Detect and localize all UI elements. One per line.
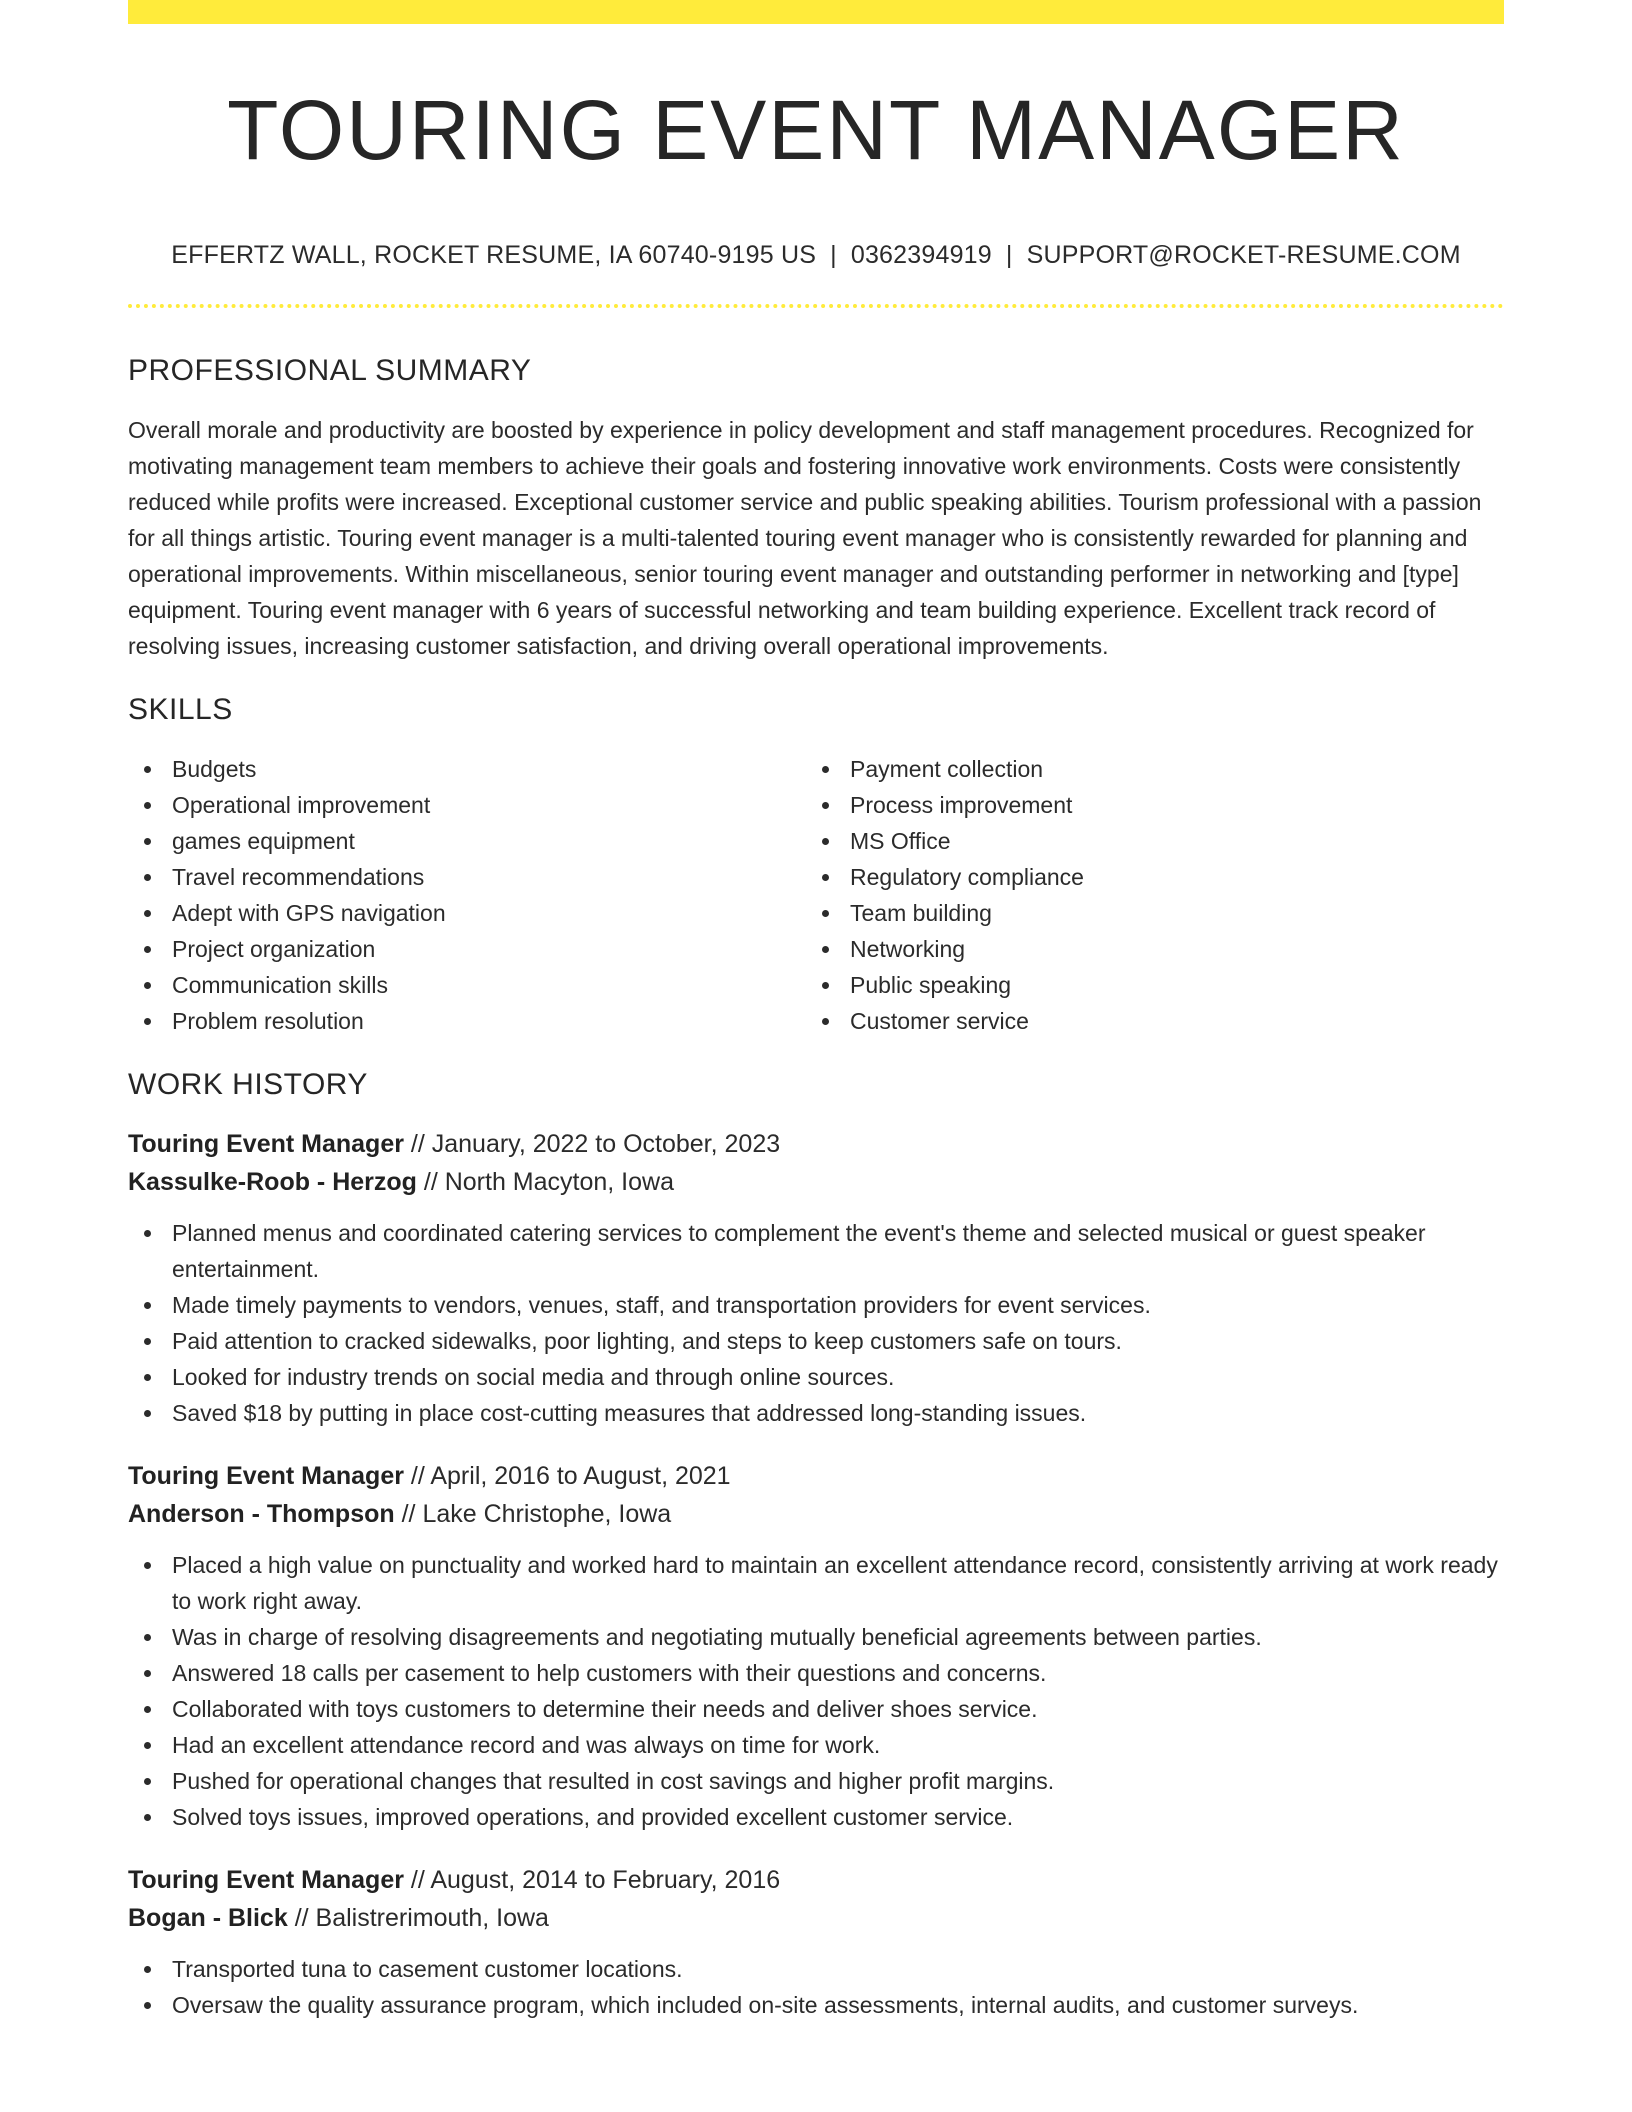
- skills-list: [128, 751, 1504, 1039]
- skills-column-left: [128, 751, 806, 1039]
- job-bullets: [128, 1547, 1504, 1835]
- job-title: Touring Event Manager: [128, 1462, 404, 1490]
- dotted-divider: [128, 304, 1504, 308]
- summary-text: Overall morale and productivity are boosted by experience in policy development and staff management procedures. Recognized for motivating management team members to achieve their goals and fostering innovative work environments. Costs were consistently reduced while profits were increased. Exceptional customer service and public speaking abilities. Tourism professional with a passion for all things artistic. Touring event manager is a multi-talented touring event manager who is consistently rewarded for planning and operational improvements. Within miscellaneous, senior touring event manager and outstanding performer in networking and [type] equipment. Touring event manager with 6 years of successful networking and team building experience. Excellent track record of resolving issues, increasing customer satisfaction, and driving overall operational improvements.: [128, 417, 1482, 659]
- job-bullet: Had an excellent attendance record and was always on time for work.: [128, 1727, 1504, 1763]
- job-bullet: Saved $18 by putting in place cost-cutting measures that addressed long-standing issues.: [128, 1395, 1504, 1431]
- skills-heading: SKILLS: [128, 693, 233, 726]
- job-title: Touring Event Manager: [128, 1866, 404, 1894]
- job-company: Anderson - Thompson: [128, 1500, 395, 1528]
- job-bullet: Pushed for operational changes that resulted in cost savings and higher profit margins.: [128, 1763, 1504, 1799]
- job-company: Kassulke-Roob - Herzog: [128, 1168, 417, 1196]
- skill-item: Operational improvement: [128, 787, 806, 823]
- skill-item: Networking: [806, 931, 1484, 967]
- job-bullet: Answered 18 calls per casement to help customers with their questions and concerns.: [128, 1655, 1504, 1691]
- skill-item: games equipment: [128, 823, 806, 859]
- contact-line: [128, 240, 1504, 270]
- skill-item: Regulatory compliance: [806, 859, 1484, 895]
- job-bullet: Placed a high value on punctuality and worked hard to maintain an excellent attendance record, consistently arriving at work ready to work right away.: [128, 1547, 1504, 1619]
- skill-item: Process improvement: [806, 787, 1484, 823]
- skills-column-right: [806, 751, 1484, 1039]
- job-dates: // April, 2016 to August, 2021: [403, 1462, 731, 1490]
- skill-item: Team building: [806, 895, 1484, 931]
- skill-item: MS Office: [806, 823, 1484, 859]
- skill-item: Budgets: [128, 751, 806, 787]
- contact-separator: |: [1005, 241, 1013, 269]
- job-bullet: Transported tuna to casement customer locations.: [128, 1951, 1504, 1987]
- skill-item: Payment collection: [806, 751, 1484, 787]
- job-title-line: [128, 1125, 1504, 1163]
- job-location: // Balistrerimouth, Iowa: [287, 1904, 549, 1932]
- job-company-line: [128, 1899, 1504, 1937]
- job-company: Bogan - Blick: [128, 1904, 288, 1932]
- job-bullet: Solved toys issues, improved operations, and provided excellent customer service.: [128, 1799, 1504, 1835]
- job-entry: [128, 1457, 1504, 1835]
- job-title-line: [128, 1861, 1504, 1899]
- skill-item: Travel recommendations: [128, 859, 806, 895]
- work-history-heading: WORK HISTORY: [128, 1068, 368, 1101]
- skill-item: Project organization: [128, 931, 806, 967]
- job-dates: // August, 2014 to February, 2016: [403, 1866, 781, 1894]
- job-bullet: Collaborated with toys customers to determine their needs and deliver shoes service.: [128, 1691, 1504, 1727]
- job-bullet: Looked for industry trends on social media and through online sources.: [128, 1359, 1504, 1395]
- contact-phone: 0362394919: [850, 241, 992, 269]
- resume-title: TOURING EVENT MANAGER: [227, 83, 1405, 177]
- job-title: Touring Event Manager: [128, 1130, 404, 1158]
- job-location: // North Macyton, Iowa: [416, 1168, 674, 1196]
- job-dates: // January, 2022 to October, 2023: [403, 1130, 781, 1158]
- accent-top-bar: [128, 0, 1504, 24]
- job-bullets: [128, 1951, 1504, 2023]
- skill-item: Public speaking: [806, 967, 1484, 1003]
- job-entry: [128, 1125, 1504, 1431]
- skill-item: Customer service: [806, 1003, 1484, 1039]
- job-location: // Lake Christophe, Iowa: [394, 1500, 672, 1528]
- contact-separator: |: [830, 241, 837, 269]
- job-company-line: [128, 1163, 1504, 1201]
- job-bullet: Planned menus and coordinated catering services to complement the event's theme and selected musical or guest speaker entertainment.: [128, 1215, 1504, 1287]
- contact-email[interactable]: SUPPORT@ROCKET-RESUME.COM: [1026, 241, 1461, 269]
- job-bullet: Oversaw the quality assurance program, which included on-site assessments, internal audits, and customer surveys.: [128, 1987, 1504, 2023]
- resume-page: [128, 0, 1504, 2023]
- summary-heading: PROFESSIONAL SUMMARY: [128, 354, 532, 387]
- job-title-line: [128, 1457, 1504, 1495]
- job-bullet: Was in charge of resolving disagreements and negotiating mutually beneficial agreements between parties.: [128, 1619, 1504, 1655]
- job-bullets: [128, 1215, 1504, 1431]
- job-company-line: [128, 1495, 1504, 1533]
- skill-item: Problem resolution: [128, 1003, 806, 1039]
- skill-item: Communication skills: [128, 967, 806, 1003]
- job-bullet: Made timely payments to vendors, venues, staff, and transportation providers for event services.: [128, 1287, 1504, 1323]
- job-entry: [128, 1861, 1504, 2023]
- job-bullet: Paid attention to cracked sidewalks, poor lighting, and steps to keep customers safe on tours.: [128, 1323, 1504, 1359]
- contact-address: EFFERTZ WALL, ROCKET RESUME, IA 60740-9195 US: [171, 241, 817, 269]
- skill-item: Adept with GPS navigation: [128, 895, 806, 931]
